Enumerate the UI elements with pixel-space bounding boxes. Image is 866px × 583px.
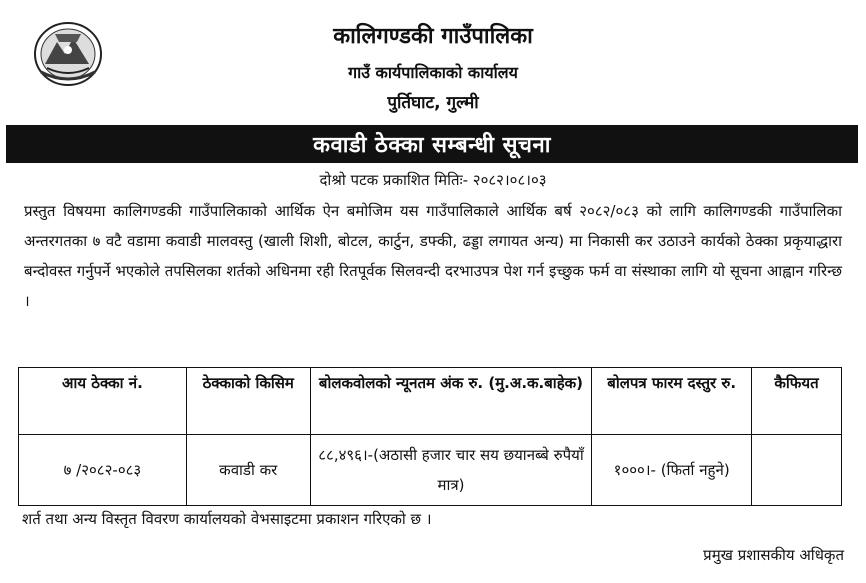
cell-minimum-bid: ८८,४९६।-(अठासी हजार चार सय छयानब्बे रुपैयाँ मात्र) — [310, 435, 592, 506]
col-header-minimum-bid: बोलकवोलको न्यूनतम अंक रु. (मु.अ.क.बाहेक) — [310, 368, 592, 435]
office-address: पुर्तिघाट, गुल्मी — [387, 93, 479, 113]
table-row — [19, 435, 842, 506]
notice-body: प्रस्तुत विषयमा कालिगण्डकी गाउँपालिकाको आर्थिक ऐन बमोजिम यस गाउँपालिकाले आर्थिक बर्ष २०८२/०८३ को लागि कालिगण्डकी गाउँपालिका अन्तरगतका ७ वटै वडामा कवाडी मालवस्तु (खाली शिशी, बोटल, कार्टुन, डफ्की, ढड्डा लगायत अन्य) मा निकासी कर उठाउने कार्यको ठेक्का प्रकृयाद्धारा बन्दोवस्त गर्नुपर्ने भएकोले तपसिलका शर्तको अधिनमा रही रितपूर्वक सिलवन्दी दरभाउपत्र पेश गर्न इच्छुक फर्म वा संस्थाका लागि यो सूचना आह्वान गरिन्छ । — [24, 202, 842, 310]
publish-date: दोश्रो पटक प्रकाशित मितिः- २०८२।०८।०३ — [319, 171, 547, 189]
signatory-title: प्रमुख प्रशासकीय अधिकृत — [703, 546, 844, 564]
footer-note: शर्त तथा अन्य विस्तृत विवरण कार्यालयको वेभसाइटमा प्रकाशन गरिएको छ । — [22, 510, 432, 528]
col-header-remarks: कैफियत — [752, 368, 842, 435]
cell-remarks — [752, 435, 842, 506]
col-header-contract-type: ठेक्काको किसिम — [186, 368, 310, 435]
cell-contract-type: कवाडी कर — [186, 435, 310, 506]
col-header-form-fee: बोलपत्र फारम दस्तुर रु. — [592, 368, 752, 435]
cell-contract-no: ७ /२०८२-०८३ — [19, 435, 187, 506]
contract-table — [18, 367, 842, 506]
notice-title: कवाडी ठेक्का सम्बन्धी सूचना — [6, 125, 858, 163]
office-name: गाउँ कार्यपालिकाको कार्यालय — [348, 63, 518, 82]
letterhead — [0, 0, 866, 122]
col-header-contract-no: आय ठेक्का नं. — [19, 368, 187, 435]
cell-form-fee: १०००।- (फिर्ता नहुने) — [592, 435, 752, 506]
table-header-row — [19, 368, 842, 435]
municipality-name: कालिगण्डकी गाउँपालिका — [333, 24, 533, 49]
